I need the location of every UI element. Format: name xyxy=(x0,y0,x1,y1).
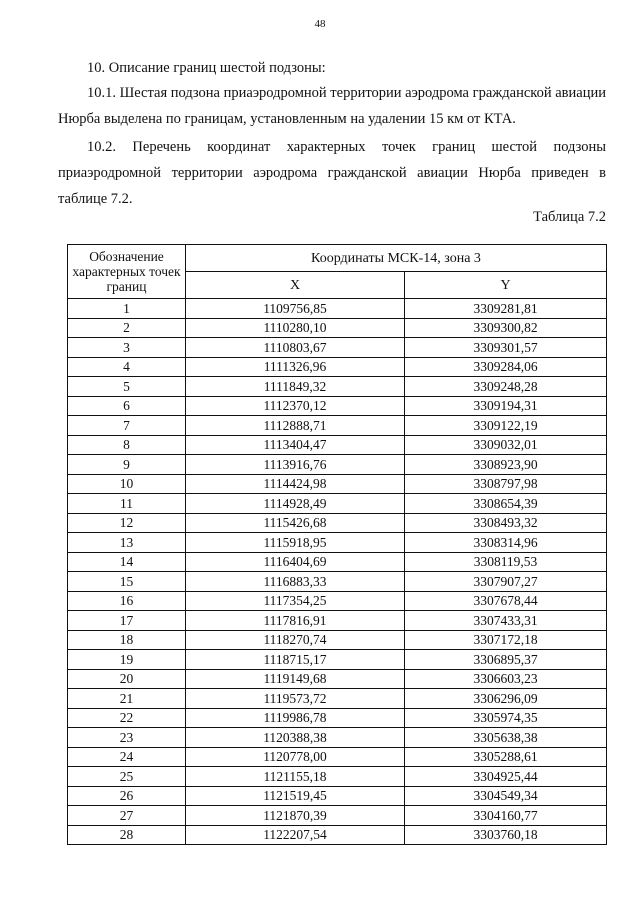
table-row xyxy=(68,455,607,475)
table-row xyxy=(68,689,607,709)
point-number-cell: 6 xyxy=(68,396,186,416)
point-number-cell: 24 xyxy=(68,747,186,767)
y-coordinate-cell: 3309122,19 xyxy=(405,416,607,436)
table-label: Таблица 7.2 xyxy=(533,209,606,225)
table-row xyxy=(68,825,607,845)
x-coordinate-cell: 1118270,74 xyxy=(186,630,405,650)
point-number-cell: 1 xyxy=(68,299,186,319)
x-coordinate-cell: 1115426,68 xyxy=(186,513,405,533)
y-coordinate-cell: 3308797,98 xyxy=(405,474,607,494)
paragraph-10-1: 10.1. Шестая подзона приаэродромной территории аэродрома гражданской авиации Нюрба выделена по границам, установленным на удалении 15 км от КТА. xyxy=(58,85,606,127)
x-coordinate-cell: 1121870,39 xyxy=(186,806,405,826)
y-coordinate-cell: 3309284,06 xyxy=(405,357,607,377)
x-coordinate-cell: 1119986,78 xyxy=(186,708,405,728)
point-number-cell: 16 xyxy=(68,591,186,611)
y-coordinate-cell: 3309032,01 xyxy=(405,435,607,455)
table-row xyxy=(68,708,607,728)
y-coordinate-cell: 3305288,61 xyxy=(405,747,607,767)
x-coordinate-cell: 1121519,45 xyxy=(186,786,405,806)
table-row xyxy=(68,611,607,631)
table-row xyxy=(68,513,607,533)
header-x: X xyxy=(186,272,405,299)
table-row xyxy=(68,552,607,572)
x-coordinate-cell: 1111849,32 xyxy=(186,377,405,397)
point-number-cell: 4 xyxy=(68,357,186,377)
table-row xyxy=(68,338,607,358)
table-row xyxy=(68,786,607,806)
table-row xyxy=(68,728,607,748)
table-row xyxy=(68,650,607,670)
y-coordinate-cell: 3305974,35 xyxy=(405,708,607,728)
y-coordinate-cell: 3309248,28 xyxy=(405,377,607,397)
point-number-cell: 8 xyxy=(68,435,186,455)
y-coordinate-cell: 3304549,34 xyxy=(405,786,607,806)
y-coordinate-cell: 3307433,31 xyxy=(405,611,607,631)
x-coordinate-cell: 1114928,49 xyxy=(186,494,405,514)
y-coordinate-cell: 3308923,90 xyxy=(405,455,607,475)
y-coordinate-cell: 3306603,23 xyxy=(405,669,607,689)
table-row xyxy=(68,435,607,455)
x-coordinate-cell: 1111326,96 xyxy=(186,357,405,377)
table-row xyxy=(68,806,607,826)
table-body xyxy=(68,299,607,845)
table-row xyxy=(68,396,607,416)
y-coordinate-cell: 3304160,77 xyxy=(405,806,607,826)
point-number-cell: 18 xyxy=(68,630,186,650)
paragraph-10-2: 10.2. Перечень координат характерных точек границ шестой подзоны приаэродромной территории аэродрома гражданской авиации Нюрба приведен в таблице 7.2. xyxy=(58,139,606,207)
header-coordinate-system: Координаты МСК-14, зона 3 xyxy=(186,245,607,272)
y-coordinate-cell: 3307678,44 xyxy=(405,591,607,611)
x-coordinate-cell: 1115918,95 xyxy=(186,533,405,553)
point-number-cell: 15 xyxy=(68,572,186,592)
x-coordinate-cell: 1119149,68 xyxy=(186,669,405,689)
x-coordinate-cell: 1110280,10 xyxy=(186,318,405,338)
point-number-cell: 22 xyxy=(68,708,186,728)
point-number-cell: 5 xyxy=(68,377,186,397)
table-row xyxy=(68,591,607,611)
x-coordinate-cell: 1113404,47 xyxy=(186,435,405,455)
header-point-name: Обозначение характерных точек границ xyxy=(68,245,186,299)
x-coordinate-cell: 1112888,71 xyxy=(186,416,405,436)
point-number-cell: 12 xyxy=(68,513,186,533)
y-coordinate-cell: 3309301,57 xyxy=(405,338,607,358)
y-coordinate-cell: 3307172,18 xyxy=(405,630,607,650)
table-row xyxy=(68,533,607,553)
point-number-cell: 17 xyxy=(68,611,186,631)
table-row xyxy=(68,630,607,650)
x-coordinate-cell: 1119573,72 xyxy=(186,689,405,709)
point-number-cell: 10 xyxy=(68,474,186,494)
point-number-cell: 26 xyxy=(68,786,186,806)
y-coordinate-cell: 3303760,18 xyxy=(405,825,607,845)
y-coordinate-cell: 3308119,53 xyxy=(405,552,607,572)
y-coordinate-cell: 3309300,82 xyxy=(405,318,607,338)
point-number-cell: 20 xyxy=(68,669,186,689)
x-coordinate-cell: 1110803,67 xyxy=(186,338,405,358)
point-number-cell: 2 xyxy=(68,318,186,338)
x-coordinate-cell: 1116404,69 xyxy=(186,552,405,572)
table-row xyxy=(68,357,607,377)
x-coordinate-cell: 1122207,54 xyxy=(186,825,405,845)
table-row xyxy=(68,377,607,397)
x-coordinate-cell: 1114424,98 xyxy=(186,474,405,494)
y-coordinate-cell: 3308493,32 xyxy=(405,513,607,533)
y-coordinate-cell: 3306895,37 xyxy=(405,650,607,670)
y-coordinate-cell: 3309194,31 xyxy=(405,396,607,416)
x-coordinate-cell: 1109756,85 xyxy=(186,299,405,319)
page-number: 48 xyxy=(314,18,326,30)
point-number-cell: 21 xyxy=(68,689,186,709)
x-coordinate-cell: 1117816,91 xyxy=(186,611,405,631)
y-coordinate-cell: 3304925,44 xyxy=(405,767,607,787)
point-number-cell: 11 xyxy=(68,494,186,514)
x-coordinate-cell: 1112370,12 xyxy=(186,396,405,416)
point-number-cell: 3 xyxy=(68,338,186,358)
x-coordinate-cell: 1117354,25 xyxy=(186,591,405,611)
x-coordinate-cell: 1118715,17 xyxy=(186,650,405,670)
point-number-cell: 27 xyxy=(68,806,186,826)
y-coordinate-cell: 3307907,27 xyxy=(405,572,607,592)
table-row xyxy=(68,299,607,319)
y-coordinate-cell: 3309281,81 xyxy=(405,299,607,319)
table-row xyxy=(68,416,607,436)
point-number-cell: 28 xyxy=(68,825,186,845)
table-row xyxy=(68,572,607,592)
table-row xyxy=(68,747,607,767)
coordinates-table xyxy=(67,244,607,845)
x-coordinate-cell: 1120778,00 xyxy=(186,747,405,767)
x-coordinate-cell: 1120388,38 xyxy=(186,728,405,748)
point-number-cell: 23 xyxy=(68,728,186,748)
x-coordinate-cell: 1121155,18 xyxy=(186,767,405,787)
y-coordinate-cell: 3305638,38 xyxy=(405,728,607,748)
x-coordinate-cell: 1113916,76 xyxy=(186,455,405,475)
table-row xyxy=(68,669,607,689)
point-number-cell: 25 xyxy=(68,767,186,787)
y-coordinate-cell: 3308654,39 xyxy=(405,494,607,514)
table-row xyxy=(68,494,607,514)
x-coordinate-cell: 1116883,33 xyxy=(186,572,405,592)
table-row xyxy=(68,318,607,338)
point-number-cell: 7 xyxy=(68,416,186,436)
section-heading: 10. Описание границ шестой подзоны: xyxy=(87,60,326,76)
table-row xyxy=(68,474,607,494)
header-y: Y xyxy=(405,272,607,299)
point-number-cell: 13 xyxy=(68,533,186,553)
point-number-cell: 9 xyxy=(68,455,186,475)
y-coordinate-cell: 3306296,09 xyxy=(405,689,607,709)
point-number-cell: 19 xyxy=(68,650,186,670)
table-row xyxy=(68,767,607,787)
y-coordinate-cell: 3308314,96 xyxy=(405,533,607,553)
point-number-cell: 14 xyxy=(68,552,186,572)
